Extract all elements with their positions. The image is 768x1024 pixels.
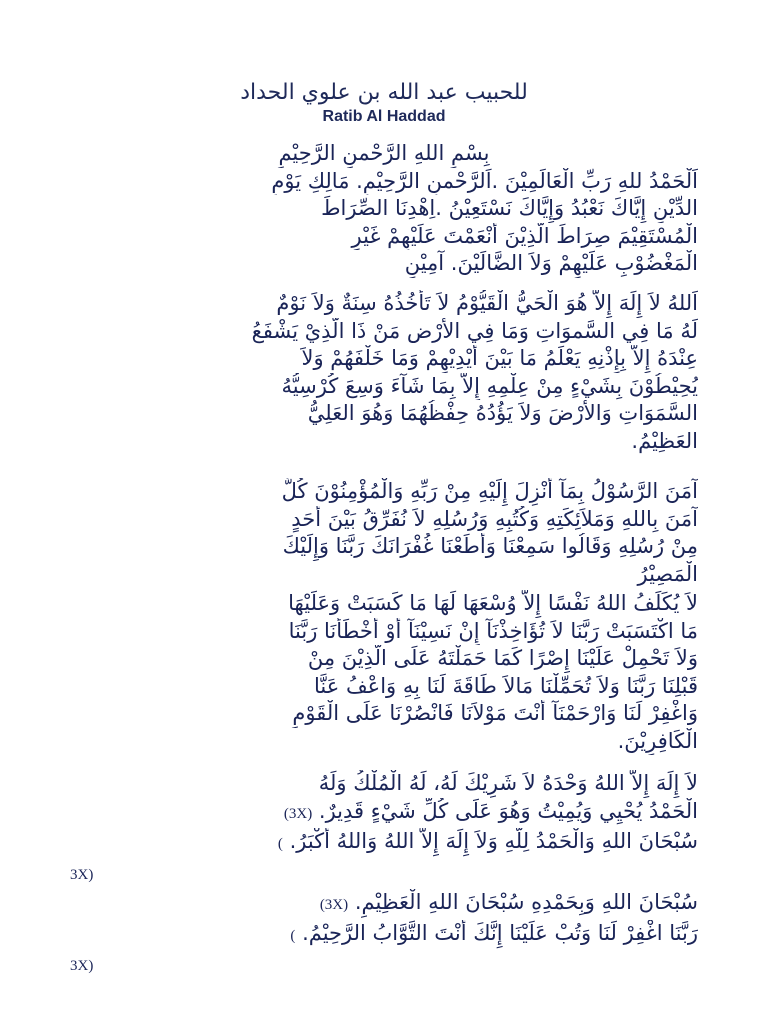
amana-line: مِنْ رُسُلِهِ وَقَالُوا سَمِعْنَا وَأَطَعْنَا غُفْرَانَكَ رَبَّنَا وَإِلَيْكَ: [282, 534, 698, 558]
tahlil-line: [70, 798, 698, 829]
la-yukallif-line: مَا اكْتَسَبَتْ رَبَّنَا لاَ تُؤَاخِذْنَآ إِنْ نَسِيْنَآ أَوْ أَخْطَأْنَا رَبَّنَا: [288, 618, 698, 643]
tahlil-line: [70, 950, 698, 981]
kursi-line: لَهُ مَا فِي السَّموَاتِ وَمَا فِي الأَرْضِ مَنْ ذَا الَّذِيْ يَشْفَعُ: [251, 318, 698, 343]
english-title: Ratib Al Haddad: [322, 108, 446, 125]
repeat-marker-open: (: [290, 927, 296, 944]
amana-section: [70, 478, 698, 588]
fatiha-line: الدِّيْنِ إِيَّاكَ نَعْبُدُ وَإِيَّاكَ نَسْتَعِيْنُ .اِهْدِنَا الصِّرَاطَ: [321, 196, 698, 220]
tahlil-line: لاَ إِلَهَ إِلاَّ اللهُ وَحْدَهُ لاَ شَرِيْكَ لَهُ، لَهُ الْمُلْكُ وَلَهُ: [318, 771, 698, 795]
tahlil-line: [70, 889, 698, 920]
tahlil-text: سُبْحَانَ اللهِ وَبِحَمْدِهِ سُبْحَانَ اللهِ الْعَظِيْمِ.: [354, 890, 698, 914]
header: [0, 78, 768, 126]
repeat-marker: (3X): [283, 805, 313, 822]
tahlil-text: رَبَّنَا اغْفِرْ لَنَا وَتُبْ عَلَيْنَا إِنَّكَ أَنْتَ التَّوَّابُ الرَّحِيْمُ.: [302, 920, 698, 945]
kursi-line: عِنْدَهُ إِلاَّ بِإِذْنِهِ يَعْلَمُ مَا بَيْنَ أَيْدِيْهِمْ وَمَا خَلْفَهُمْ وَلاَ: [301, 346, 698, 370]
tahlil-text: الْحَمْدُ يُحْيِي وَيُمِيْتُ وَهُوَ عَلَى كُلِّ شَيْءٍ قَدِيرٌ.: [318, 798, 698, 823]
la-yukallif-line: لاَ يُكَلِّفُ اللهُ نَفْسًا إِلاَّ وُسْعَهَا لَهَا مَا كَسَبَتْ وَعَلَيْهَا: [288, 591, 698, 615]
basmala: بِسْمِ اللهِ الرَّحْمنِ الرَّحِيْمِ: [278, 141, 490, 165]
tahlil-line: [70, 828, 698, 859]
fatiha-line: اَلْحَمْدُ للهِ رَبِّ الْعَالَمِيْنَ .اَلرَّحْمنِ الرَّحِيْمِ. مَالِكِ يَوْمِ: [271, 168, 698, 193]
amana-line: آمَنَ بِاللهِ وَمَلاَئِكَتِهِ وَكُتُبِهِ وَرُسُلِهِ لاَ نُفَرِّقُ بَيْنَ أَحَدٍ: [291, 506, 698, 531]
la-yukallif-line: وَاغْفِرْ لَنَا وَارْحَمْنَآ أَنْتَ مَوْلاَنَا فَانْصُرْنَا عَلَى الْقَوْمِ: [292, 701, 698, 725]
fatiha-line: الْمُسْتَقِيْمَ صِرَاطَ الَّذِيْنَ أَنْعَمْتَ عَلَيْهِمْ غَيْرِ: [351, 223, 698, 248]
kursi-line: العَظِيْمُ.: [631, 428, 698, 453]
repeat-marker-close: 3X): [70, 958, 94, 974]
amana-line: الْمَصِيْرُ: [637, 561, 698, 586]
kursi-line: يُحِيْطُوْنَ بِشَيْءٍ مِنْ عِلْمِهِ إِلاَّ بِمَا شَآءَ وَسِعَ كُرْسِيُّهُ: [281, 373, 698, 398]
kursi-line: السَّمَوَاتِ وَالأَرْضَ وَلاَ يَؤُدُهُ حِفْظُهُمَا وَهُوَ العَلِيُّ: [307, 401, 698, 425]
tahlil-section: [70, 770, 698, 981]
tahlil-line: [70, 920, 698, 951]
la-yukallif-line: الْكَافِرِيْنَ.: [617, 728, 698, 753]
repeat-marker: (3X): [319, 897, 349, 913]
tahlil-line: [70, 859, 698, 890]
repeat-marker-open: (: [277, 836, 283, 852]
la-yukallif-line: قَبْلِنَا رَبَّنَا وَلاَ تُحَمِّلْنَا مَالاَ طَاقَةَ لَنَا بِهِ وَاعْفُ عَنَّا: [314, 673, 698, 698]
fatiha-line: الْمَغْضُوْبِ عَلَيْهِمْ وَلاَ الضَّالِّيْنَ. آمِيْنِ: [404, 251, 698, 275]
fatiha-section: [70, 140, 698, 278]
arabic-title: للحبيب عبد الله بن علوي الحداد: [240, 80, 528, 105]
tahlil-text: سُبْحَانَ اللهِ وَالْحَمْدُ لِلّهِ وَلاَ إِلَهَ إِلاَّ اللهُ وَاللهُ أَكْبَرُ.: [289, 829, 698, 853]
la-yukallif-section: [70, 590, 698, 755]
la-yukallif-line: وَلاَ تَحْمِلْ عَلَيْنَا إِصْرًا كَمَا حَمَلْتَهُ عَلَى الَّذِيْنَ مِنْ: [307, 646, 698, 670]
kursi-line: اَللهُ لاَ إِلَهَ إِلاَّ هُوَ الْحَيُّ الْقَيُّوْمُ لاَ تَأْخُذُهُ سِنَةٌ وَلاَ نَوْمٌ: [276, 291, 698, 315]
amana-line: آمَنَ الرَّسُوْلُ بِمَآ أُنْزِلَ إِلَيْهِ مِنْ رَبِّهِ وَالْمُؤْمِنُوْنَ كُلٌّ: [281, 479, 698, 503]
kursi-section: [70, 290, 698, 455]
repeat-marker-close: 3X): [70, 866, 94, 883]
